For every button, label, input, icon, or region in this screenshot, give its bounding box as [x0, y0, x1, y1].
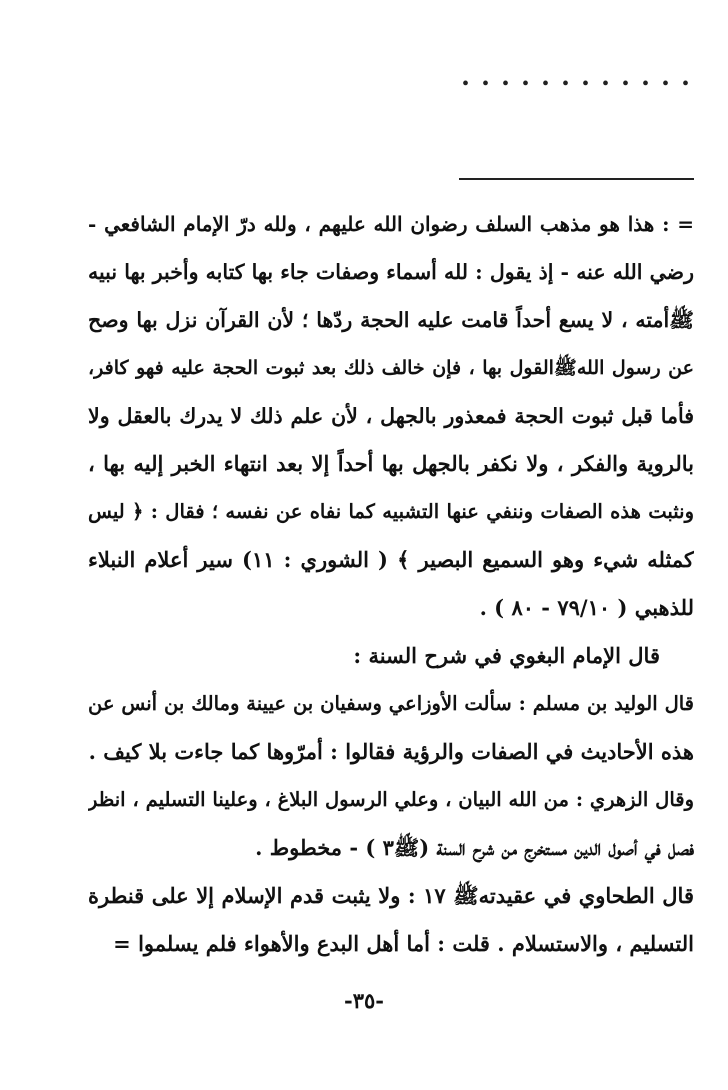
- footnote-separator-rule: [459, 178, 694, 180]
- text-line-9: للذهبي ( ٧٩/١٠ - ٨٠ ) .: [479, 595, 694, 620]
- text-line-1: = : هذا هو مذهب السلف رضوان الله عليهم ، ولله درّ الإمام الشافعي -: [88, 212, 694, 236]
- text-line-14: فصل في أصول الدين مستخرج من شرح السنة (ﷺ٣ ) - مخطوط .: [255, 835, 694, 860]
- text-line-8: كمثله شيء وهو السميع البصير ﴾ ( الشوري : ١١) سير أعلام النبلاء: [88, 547, 694, 572]
- text-line-5: فأما قبل ثبوت الحجة فمعذور بالجهل ، لأن علم ذلك لا يدرك بالعقل ولا: [88, 404, 694, 428]
- header-dots: • • • • • • • • • • • •: [462, 73, 694, 95]
- text-line-15: قال الطحاوي في عقيدتهﷺ ١٧ : ولا يثبت قدم الإسلام إلا على قنطرة: [88, 883, 694, 908]
- text-line-16: التسليم ، والاستسلام . قلت : أما أهل البدع والأهواء فلم يسلموا =: [113, 931, 694, 956]
- text-line-3: ﷺأمته ، لا يسع أحداً قامت عليه الحجة ردّها ؛ لأن القرآن نزل بها وصح: [88, 308, 694, 332]
- text-line-10: قال الإمام البغوي في شرح السنة :: [353, 643, 660, 668]
- footnote-text: [88, 200, 694, 968]
- text-line-7: ونثبت هذه الصفات وننفي عنها التشبيه كما نفاه عن نفسه ؛ فقال : ﴿ ليس: [88, 500, 694, 523]
- text-line-6: بالروية والفكر ، ولا نكفر بالجهل بها أحداً إلا بعد انتهاء الخبر إليه بها ،: [88, 451, 694, 476]
- text-line-4: عن رسول اللهﷺالقول بها ، فإن خالف ذلك بعد ثبوت الحجة عليه فهو كافر،: [88, 357, 694, 379]
- page-number: -٣٥-: [344, 988, 384, 1013]
- text-line-2: رضي الله عنه - إذ يقول : لله أسماء وصفات جاء بها كتابه وأخبر بها نبيه: [88, 260, 694, 284]
- text-line-11: قال الوليد بن مسلم : سألت الأوزاعي وسفيان بن عيينة ومالك بن أنس عن: [88, 692, 694, 715]
- text-line-12: هذه الأحاديث في الصفات والرؤية فقالوا : أمرّوها كما جاءت بلا كيف .: [88, 739, 694, 764]
- text-line-13: وقال الزهري : من الله البيان ، وعلي الرسول البلاغ ، وعلينا التسليم ، انظر: [88, 788, 694, 811]
